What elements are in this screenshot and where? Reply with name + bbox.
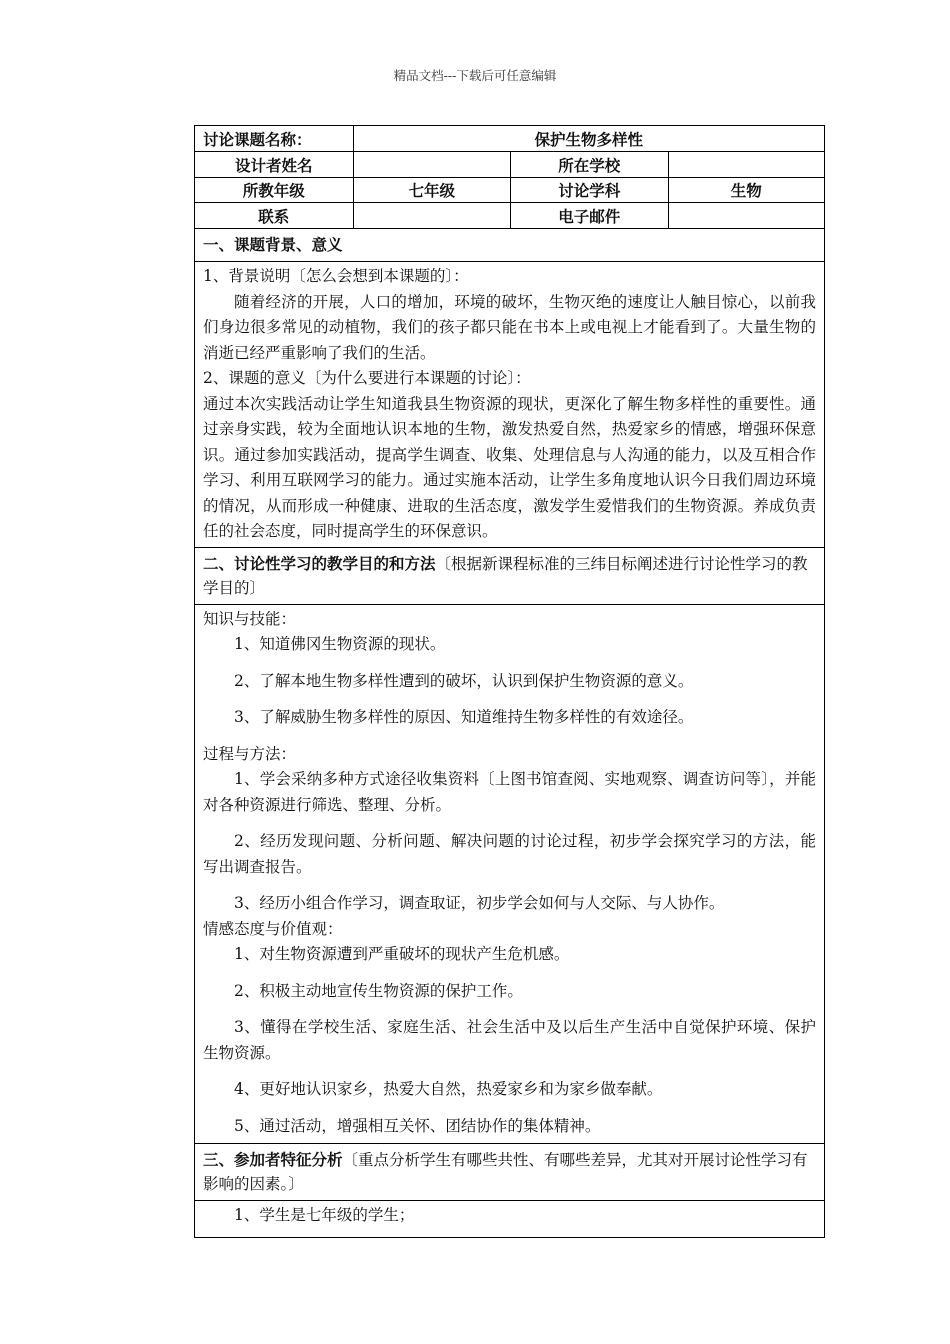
- section2-body: [195, 605, 824, 1144]
- page-header-note: 精品文档---下载后可任意编辑: [393, 68, 557, 83]
- section3-title-bold: 三、参加者特征分析: [203, 1150, 343, 1169]
- grade-label: 所教年级: [195, 178, 354, 202]
- meaning-heading: 2、课题的意义〔为什么要进行本课题的讨论〕：: [203, 369, 531, 387]
- contact-row: [195, 203, 824, 229]
- section1-body: [195, 262, 824, 547]
- grade-value: 七年级: [354, 178, 512, 202]
- section2-body-row: [195, 605, 824, 1145]
- section2-title-note: 〔根据新课程标准的三纬目标阐述进行讨论性学习的教学目的〕: [203, 554, 808, 597]
- section3-title-note: 〔重点分析学生有哪些共性、有哪些差异，尤其对开展讨论性学习有影响的因素。〕: [203, 1151, 808, 1193]
- section1-title-row: [195, 229, 824, 262]
- process-heading: 过程与方法：: [203, 744, 297, 763]
- lesson-plan-table: [194, 125, 825, 1238]
- process-item: 3、经历小组合作学习，调查取证，初步学会如何与人交际、与人协作。: [234, 894, 725, 912]
- knowledge-item: 3、了解威胁生物多样性的原因、知道维持生物多样性的有效途径。: [234, 708, 694, 726]
- contact-value: [354, 203, 512, 228]
- topic-label: 讨论课题名称：: [195, 126, 354, 151]
- participant-item: 1、学生是七年级的学生；: [234, 1206, 415, 1224]
- background-text: 随着经济的开展，人口的增加，环境的破坏，生物灭绝的速度让人触目惊心，以前我们身边很多常见的动植物，我们的孩子都只能在书本上或电视上才能看到了。大量生物的消逝已经严重影响了我们的生活。: [203, 292, 816, 362]
- section3-title-row: [195, 1144, 824, 1201]
- knowledge-item: 1、知道佛冈生物资源的现状。: [234, 635, 446, 653]
- school-label: 所在学校: [511, 152, 669, 177]
- designer-label: 设计者姓名: [195, 152, 354, 177]
- background-heading: 1、背景说明〔怎么会想到本课题的〕：: [203, 267, 469, 285]
- section3-title: [195, 1144, 824, 1200]
- subject-value: 生物: [730, 181, 762, 200]
- grade-row: [195, 178, 824, 203]
- contact-label: 联系: [195, 203, 354, 228]
- subject-label: 讨论学科: [511, 178, 669, 202]
- attitude-item: 2、积极主动地宣传生物资源的保护工作。: [234, 981, 523, 1000]
- attitude-heading: 情感态度与价值观：: [203, 919, 343, 938]
- topic-row: [195, 126, 824, 152]
- attitude-item: 5、通过活动，增强相互关怀、团结协作的集体精神。: [234, 1116, 601, 1135]
- section1-title: 一、课题背景、意义: [203, 235, 343, 254]
- designer-row: [195, 152, 824, 178]
- meaning-text: 通过本次实践活动让学生知道我县生物资源的现状，更深化了解生物多样性的重要性。通过亲身实践，较为全面地认识本地的生物，激发热爱自然，热爱家乡的情感，增强环保意识。通过参加实践活动，提高学生调查、收集、处理信息与人沟通的能力，以及互相合作学习、利用互联网学习的能力。通过实施本活动，让学生多角度地认识今日我们周边环境的情况，从而形成一种健康、进取的生活态度，激发学生爱惜我们的生物资源。养成负责任的社会态度，同时提高学生的环保意识。: [203, 394, 816, 540]
- process-item: 2、经历发现问题、分析问题、解决问题的讨论过程，初步学会探究学习的方法，能写出调查报告。: [203, 832, 816, 876]
- attitude-item: 4、更好地认识家乡，热爱大自然，热爱家乡和为家乡做奉献。: [234, 1080, 663, 1098]
- attitude-item: 1、对生物资源遭到严重破坏的现状产生危机感。: [234, 945, 570, 963]
- email-label: 电子邮件: [511, 203, 669, 228]
- school-value: [669, 152, 825, 177]
- section3-body-row: [195, 1201, 824, 1237]
- section3-body: [195, 1201, 824, 1237]
- attitude-item: 3、懂得在学校生活、家庭生活、社会生活中及以后生产生活中自觉保护环境、保护生物资源。: [203, 1018, 816, 1062]
- knowledge-heading: 知识与技能：: [203, 609, 297, 628]
- designer-value: [354, 152, 512, 177]
- section2-title-row: [195, 548, 824, 605]
- section1-body-row: [195, 262, 824, 548]
- email-value: [669, 203, 825, 228]
- topic-value: 保护生物多样性: [534, 129, 644, 149]
- knowledge-item: 2、了解本地生物多样性遭到的破坏，认识到保护生物资源的意义。: [234, 671, 694, 690]
- section2-title: [195, 548, 824, 604]
- process-item: 1、学会采纳多种方式途径收集资料〔上图书馆查阅、实地观察、调查访问等〕，并能对各种资源进行筛选、整理、分析。: [203, 770, 816, 814]
- section2-title-bold: 二、讨论性学习的教学目的和方法: [203, 553, 436, 573]
